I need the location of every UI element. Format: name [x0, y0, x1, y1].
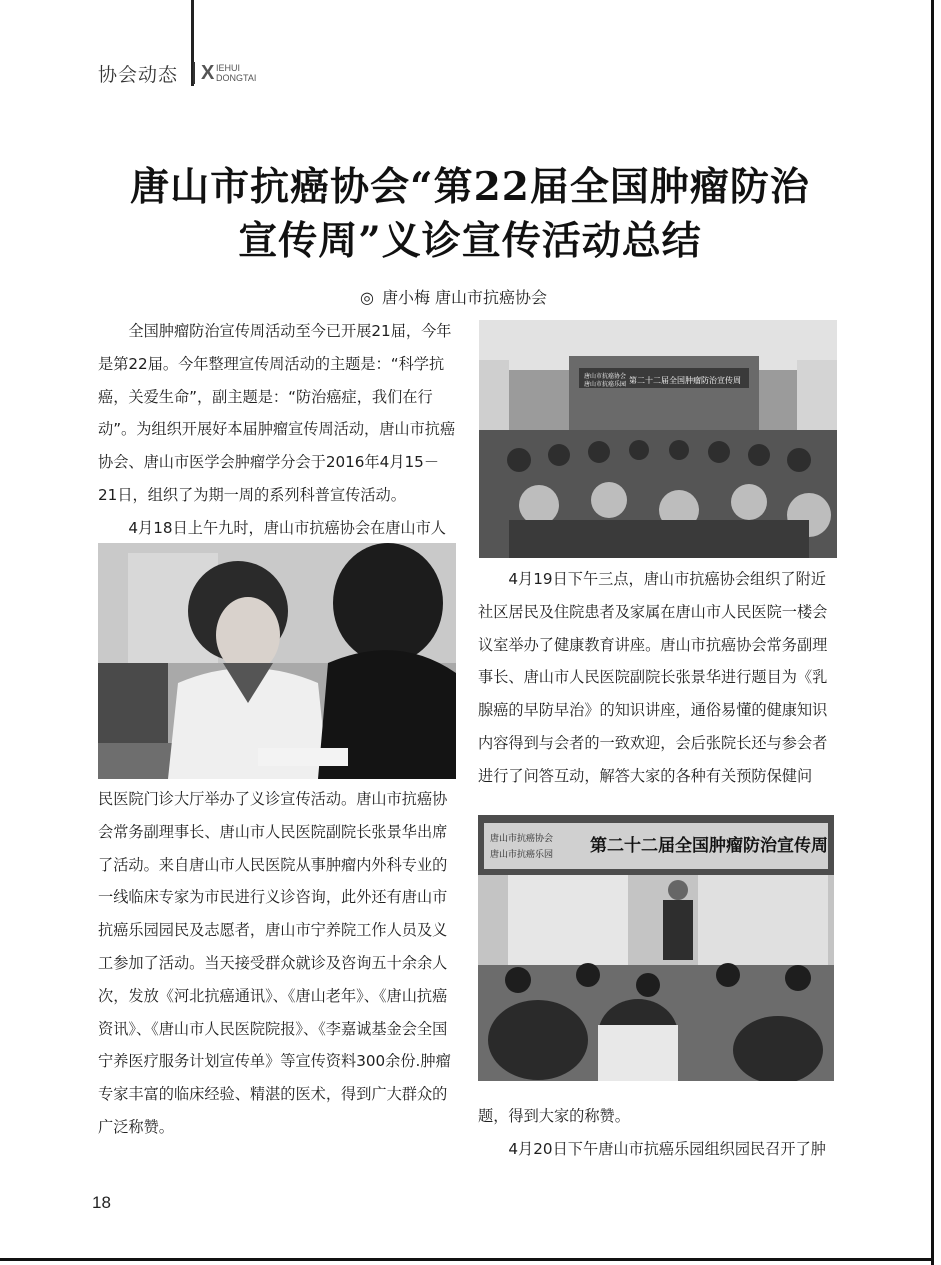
page-number: 18: [92, 1193, 111, 1212]
room-banner-main: 第二十二届全国肿瘤防治宣传周: [590, 836, 828, 856]
article-title-line1: 唐山市抗癌协会“第22届全国肿瘤防治: [130, 164, 810, 210]
page-border-right: [931, 0, 934, 1265]
right-column-middle: [478, 563, 838, 793]
paragraph-april18-continued: 民医院门诊大厅举办了义诊宣传活动。唐山市抗癌协会常务副理事长、唐山市人民医院副院长张景华出席了活动。来自唐山市人民医院从事肿瘤内外科专业的一线临床专家为市民进行义诊咨询，此外还有唐山市抗癌乐园园民及志愿者，唐山市宁养院工作人员及义工参加了活动。当天接受群众就诊及咨询五十余余人次，发放《河北抗癌通讯》、《唐山老年》、《唐山抗癌资讯》、《唐山市人民医院院报》、《李嘉诚基金会全国宁养医疗服务计划宣传单》等宣传资料300余份.肿瘤专家丰富的临床经验、精湛的医术，得到广大群众的广泛称赞。: [98, 790, 451, 1136]
room-banner-small-2: 唐山市抗癌乐园: [490, 850, 554, 860]
paragraph-april18-start: 4月18日上午九时，唐山市抗癌协会在唐山市人: [128, 518, 446, 537]
section-pinyin-line2: DONGTAI: [216, 73, 257, 83]
hall-banner-main: 第二十二届全国肿瘤防治宣传周: [629, 376, 741, 385]
left-column-top: [98, 315, 458, 545]
hall-banner-small-2: 唐山市抗癌乐园: [584, 381, 627, 388]
article-title-line2: 宣传周”义诊宣传活动总结: [238, 218, 702, 264]
paragraph-april19: 4月19日下午三点，唐山市抗癌协会组织了附近社区居民及住院患者及家属在唐山市人民医院一楼会议室举办了健康教育讲座。唐山市抗癌协会常务副理事长、唐山市人民医院副院长张景华进行题目为《乳腺癌的早防早治》的知识讲座，通俗易懂的健康知识内容得到与会者的一致欢迎，会后张院长还与参会者进行了问答互动，解答大家的各种有关预防保健问: [478, 570, 828, 785]
paragraph-april19-end: 题，得到大家的称赞。: [478, 1107, 630, 1125]
section-separator: [193, 62, 195, 84]
article-byline: [360, 285, 547, 308]
paragraph-april20-start: 4月20日下午唐山市抗癌乐园组织园民召开了肿: [508, 1139, 826, 1158]
byline-symbol: ◎: [360, 288, 374, 307]
page-border-bottom: [0, 1258, 934, 1261]
section-pinyin-line1: IEHUI: [216, 63, 241, 73]
section-pinyin-initial: X: [201, 62, 215, 84]
photo-meeting-room: [478, 815, 834, 1081]
section-label: 协会动态: [98, 64, 179, 86]
room-banner-small-1: 唐山市抗癌协会: [490, 834, 554, 844]
left-column-bottom: [98, 783, 458, 1144]
right-column-bottom: [478, 1100, 838, 1166]
byline-author: 唐小梅 唐山市抗癌协会: [381, 288, 548, 307]
hall-banner-small-1: 唐山市抗癌协会: [584, 373, 627, 380]
photo-lecture-hall: [479, 320, 837, 558]
photo-doctor-consultation: [98, 543, 456, 779]
paragraph-intro: 全国肿瘤防治宣传周活动至今已开展21届，今年是第22届。今年整理宣传周活动的主题是：“科学抗癌，关爱生命”，副主题是：“防治癌症，我们在行动”。为组织开展好本届肿瘤宣传周活动，唐山市抗癌协会、唐山市医学会肿瘤学分会于2016年4月15－21日，组织了为期一周的系列科普宣传活动。: [98, 322, 456, 504]
